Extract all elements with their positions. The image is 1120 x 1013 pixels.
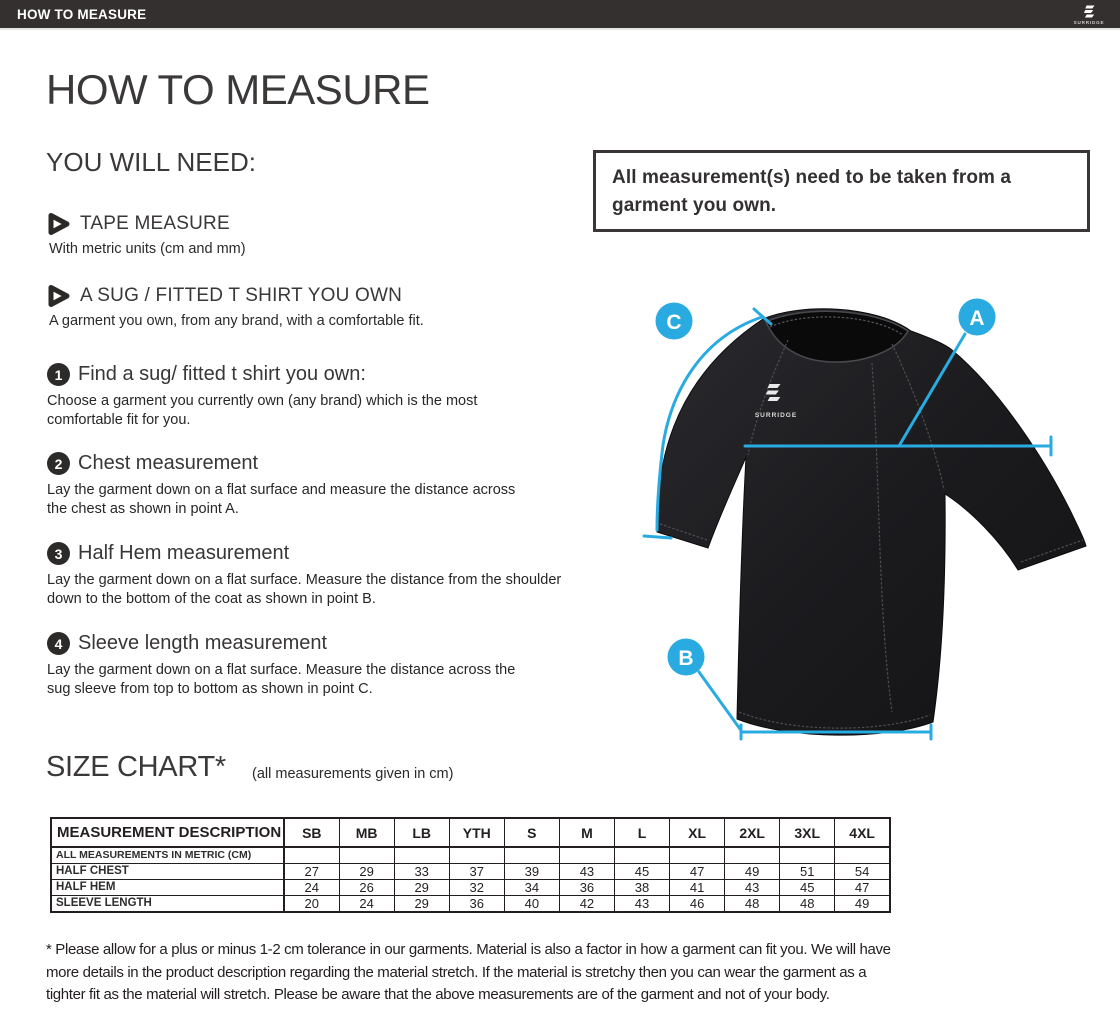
metric-row-empty-cell bbox=[339, 847, 394, 863]
step-title: Find a sug/ fitted t shirt you own: bbox=[78, 363, 366, 385]
step-number-badge: 3 bbox=[47, 542, 70, 565]
note-box bbox=[593, 150, 1090, 232]
step-title: Sleeve length measurement bbox=[78, 632, 328, 654]
value-cell: 45 bbox=[614, 863, 669, 879]
step-title: Chest measurement bbox=[78, 452, 259, 474]
value-cell: 45 bbox=[780, 879, 835, 895]
tshirt-graphic bbox=[657, 309, 1086, 735]
step-description-line: Choose a garment you currently own (any brand) which is the most bbox=[47, 393, 478, 409]
value-cell: 36 bbox=[449, 895, 504, 912]
measure-line-c-tick-bottom bbox=[644, 536, 671, 538]
value-cell: 29 bbox=[339, 863, 394, 879]
col-header-size: YTH bbox=[449, 818, 504, 847]
step-description-line: Lay the garment down on a flat surface. Measure the distance across the bbox=[47, 662, 516, 678]
value-cell: 27 bbox=[284, 863, 339, 879]
step-description-line: sug sleeve from top to bottom as shown in point C. bbox=[47, 680, 373, 697]
surridge-s-icon bbox=[1082, 5, 1097, 19]
value-cell: 43 bbox=[725, 879, 780, 895]
measure-leader-b bbox=[699, 672, 740, 729]
value-cell: 29 bbox=[394, 879, 449, 895]
label-letter-c: C bbox=[666, 311, 682, 334]
step-4 bbox=[47, 632, 515, 698]
table-row bbox=[51, 863, 890, 879]
metric-row-empty-cell bbox=[394, 847, 449, 863]
surridge-wordmark: SURRIDGE bbox=[1073, 20, 1105, 25]
shirt-brand-text: SURRIDGE bbox=[754, 412, 798, 419]
label-letter-b: B bbox=[678, 647, 694, 670]
col-header-description: MEASUREMENT DESCRIPTION bbox=[51, 818, 284, 847]
size-chart-heading: SIZE CHART* bbox=[46, 751, 226, 783]
table-row bbox=[51, 895, 890, 912]
value-cell: 24 bbox=[339, 895, 394, 912]
step-number-badge: 4 bbox=[47, 632, 70, 655]
value-cell: 32 bbox=[449, 879, 504, 895]
size-chart-table bbox=[50, 817, 891, 913]
step-number-badge: 2 bbox=[47, 452, 70, 475]
col-header-size: LB bbox=[394, 818, 449, 847]
metric-row-empty-cell bbox=[614, 847, 669, 863]
table-header-row bbox=[51, 818, 890, 847]
col-header-size: L bbox=[614, 818, 669, 847]
top-bar bbox=[0, 0, 1120, 30]
value-cell: 20 bbox=[284, 895, 339, 912]
value-cell: 49 bbox=[725, 863, 780, 879]
top-bar-title: HOW TO MEASURE bbox=[17, 6, 147, 22]
col-header-size: 2XL bbox=[725, 818, 780, 847]
step-description-line: comfortable fit for you. bbox=[47, 411, 191, 428]
metric-row-empty-cell bbox=[835, 847, 890, 863]
col-header-size: MB bbox=[339, 818, 394, 847]
need-item-description: With metric units (cm and mm) bbox=[49, 241, 246, 257]
value-cell: 38 bbox=[614, 879, 669, 895]
value-cell: 47 bbox=[835, 879, 890, 895]
col-header-size: XL bbox=[670, 818, 725, 847]
footnote-line: more details in the product description regarding the material stretch. If the material is stretchy then you can wear the garment as a bbox=[46, 963, 867, 981]
step-description bbox=[47, 392, 477, 429]
step-description-line: the chest as shown in point A. bbox=[47, 500, 239, 517]
value-cell: 51 bbox=[780, 863, 835, 879]
step-description-line: Lay the garment down on a flat surface and measure the distance across bbox=[47, 482, 516, 498]
value-cell: 54 bbox=[835, 863, 890, 879]
label-letter-a: A bbox=[969, 307, 985, 330]
row-label: SLEEVE LENGTH bbox=[51, 895, 284, 912]
col-header-size: 4XL bbox=[835, 818, 890, 847]
value-cell: 33 bbox=[394, 863, 449, 879]
surridge-logo bbox=[1066, 1, 1112, 29]
value-cell: 40 bbox=[504, 895, 559, 912]
value-cell: 49 bbox=[835, 895, 890, 912]
triangle-bullet-icon bbox=[46, 283, 71, 309]
value-cell: 43 bbox=[614, 895, 669, 912]
triangle-bullet-icon bbox=[46, 211, 71, 237]
step-1 bbox=[47, 363, 477, 429]
value-cell: 36 bbox=[559, 879, 614, 895]
need-item-title: TAPE MEASURE bbox=[80, 213, 230, 234]
need-item-description: A garment you own, from any brand, with a comfortable fit. bbox=[49, 313, 424, 329]
page-title: HOW TO MEASURE bbox=[46, 66, 430, 113]
value-cell: 26 bbox=[339, 879, 394, 895]
footnote bbox=[46, 939, 891, 1007]
shirt-measurement-diagram bbox=[600, 280, 1100, 780]
value-cell: 48 bbox=[780, 895, 835, 912]
value-cell: 37 bbox=[449, 863, 504, 879]
metric-row-empty-cell bbox=[559, 847, 614, 863]
value-cell: 34 bbox=[504, 879, 559, 895]
need-item-tape-measure bbox=[46, 211, 246, 257]
need-item-fitted-t-shirt bbox=[46, 283, 424, 329]
step-description bbox=[47, 481, 515, 518]
metric-row-empty-cell bbox=[449, 847, 504, 863]
table-row bbox=[51, 879, 890, 895]
value-cell: 39 bbox=[504, 863, 559, 879]
step-description bbox=[47, 571, 561, 608]
row-label: HALF HEM bbox=[51, 879, 284, 895]
metric-row-empty-cell bbox=[780, 847, 835, 863]
step-3 bbox=[47, 542, 561, 608]
need-item-title: A SUG / FITTED T SHIRT YOU OWN bbox=[80, 285, 403, 306]
metric-row-empty-cell bbox=[670, 847, 725, 863]
col-header-size: S bbox=[504, 818, 559, 847]
you-will-need-heading: YOU WILL NEED: bbox=[46, 147, 256, 177]
col-header-size: 3XL bbox=[780, 818, 835, 847]
col-header-size: M bbox=[559, 818, 614, 847]
metric-row bbox=[51, 847, 890, 863]
value-cell: 42 bbox=[559, 895, 614, 912]
value-cell: 47 bbox=[670, 863, 725, 879]
col-header-size: SB bbox=[284, 818, 339, 847]
metric-row-label: ALL MEASUREMENTS IN METRIC (CM) bbox=[51, 847, 284, 863]
value-cell: 41 bbox=[670, 879, 725, 895]
size-chart-subheading: (all measurements given in cm) bbox=[252, 766, 454, 782]
row-label: HALF CHEST bbox=[51, 863, 284, 879]
footnote-line: tighter fit as the material will stretch. Please be aware that the above measurements are of the garment and not of your body. bbox=[46, 986, 830, 1003]
step-description-line: Lay the garment down on a flat surface. Measure the distance from the shoulder bbox=[47, 572, 562, 588]
step-2 bbox=[47, 452, 515, 518]
metric-row-empty-cell bbox=[504, 847, 559, 863]
footnote-line: * Please allow for a plus or minus 1-2 cm tolerance in our garments. Material is also a factor in how a garment can fit you. We will have bbox=[46, 941, 891, 958]
value-cell: 24 bbox=[284, 879, 339, 895]
step-number-badge: 1 bbox=[47, 363, 70, 386]
note-text: All measurement(s) need to be taken from a garment you own. bbox=[612, 167, 1012, 216]
value-cell: 46 bbox=[670, 895, 725, 912]
step-description bbox=[47, 661, 515, 698]
value-cell: 29 bbox=[394, 895, 449, 912]
step-description-line: down to the bottom of the coat as shown in point B. bbox=[47, 590, 376, 607]
metric-row-empty-cell bbox=[725, 847, 780, 863]
value-cell: 43 bbox=[559, 863, 614, 879]
value-cell: 48 bbox=[725, 895, 780, 912]
step-title: Half Hem measurement bbox=[78, 542, 290, 564]
metric-row-empty-cell bbox=[284, 847, 339, 863]
